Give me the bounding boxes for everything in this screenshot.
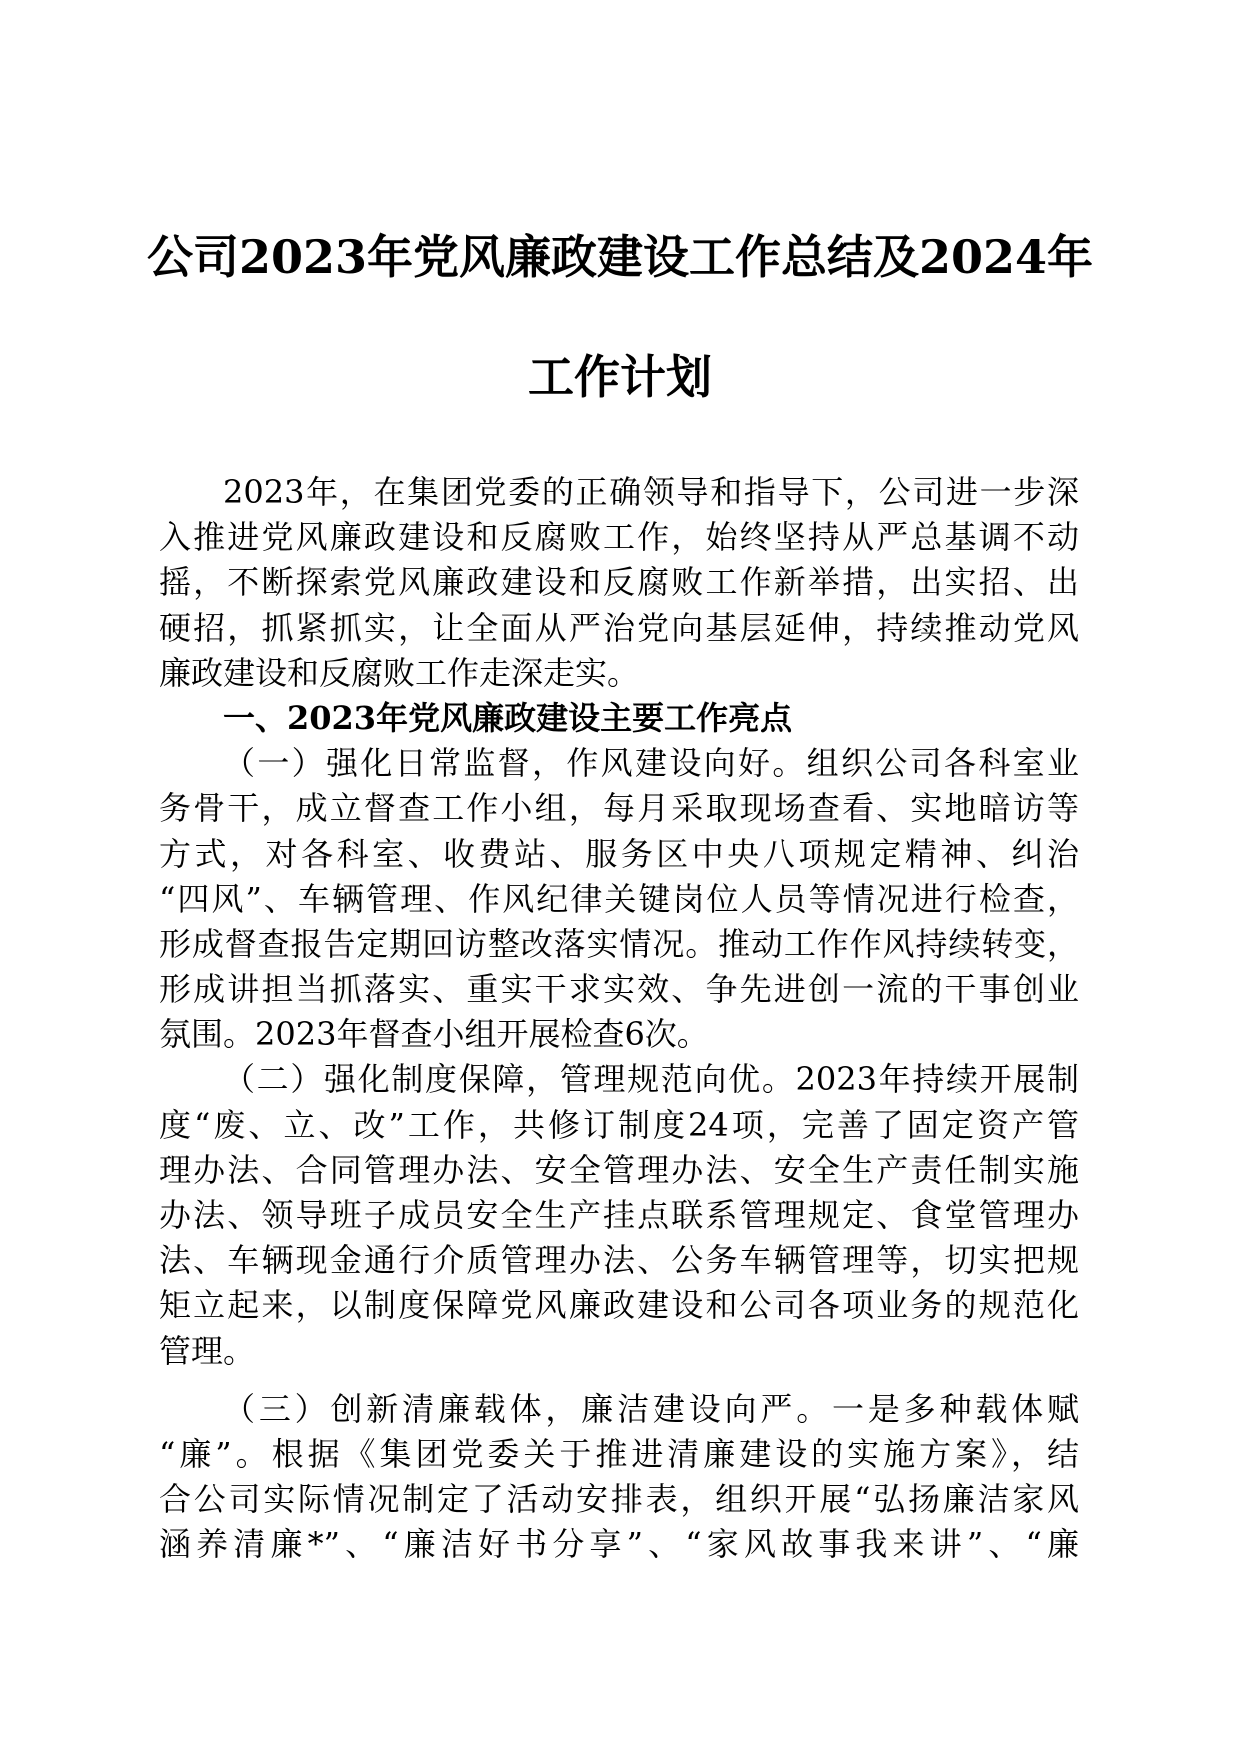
text-line: 管理。 [159, 1331, 256, 1370]
text-line: （三）创新清廉载体，廉洁建设向严。一是多种载体赋 [223, 1389, 1079, 1428]
text-line: 矩立起来，以制度保障党风廉政建设和公司各项业务的规范化 [159, 1286, 1079, 1325]
text-line: 形成督查报告定期回访整改落实情况。推动工作作风持续转变， [159, 924, 1079, 963]
text-line: “廉”。根据《集团党委关于推进清廉建设的实施方案》，结 [159, 1434, 1079, 1473]
text-line: 2023年，在集团党委的正确领导和指导下，公司进一步深 [223, 473, 1079, 511]
text-line: 务骨干，成立督查工作小组，每月采取现场查看、实地暗访等 [159, 789, 1079, 828]
item-3-paragraph [159, 1387, 1079, 1568]
text-line: 廉政建设和反腐败工作走深走实。 [159, 653, 640, 692]
text-line: 合公司实际情况制定了活动安排表，组织开展“弘扬廉洁家风 [159, 1480, 1079, 1519]
text-line: 方式，对各科室、收费站、服务区中央八项规定精神、纠治 [159, 834, 1079, 873]
text-line: 氛围。2023年督查小组开展检查6次。 [159, 1015, 709, 1054]
text-line: （一）强化日常监督，作风建设向好。组织公司各科室业 [223, 744, 1079, 783]
text-line: （二）强化制度保障，管理规范向优。2023年持续开展制 [223, 1060, 1079, 1099]
text-line: 涵养清廉*”、“廉洁好书分享”、“家风故事我来讲”、“廉 [159, 1525, 1079, 1564]
intro-paragraph [159, 470, 1079, 696]
item-2-paragraph [159, 1057, 1079, 1373]
text-line: 理办法、合同管理办法、安全管理办法、安全生产责任制实施 [159, 1150, 1079, 1189]
document-title-line-1: 公司2023年党风廉政建设工作总结及2024年 [146, 230, 1094, 284]
text-line: 硬招，抓紧抓实，让全面从严治党向基层延伸，持续推动党风 [159, 608, 1079, 647]
text-line: 办法、领导班子成员安全生产挂点联系管理规定、食堂管理办 [159, 1196, 1079, 1234]
paragraph-spacer [159, 1374, 1079, 1387]
text-line: 度“废、立、改”工作，共修订制度24项，完善了固定资产管 [159, 1105, 1079, 1144]
text-line: 形成讲担当抓落实、重实干求实效、争先进创一流的干事创业 [159, 970, 1079, 1009]
text-line: 入推进党风廉政建设和反腐败工作，始终坚持从严总基调不动 [159, 518, 1079, 557]
text-line: “四风”、车辆管理、作风纪律关键岗位人员等情况进行检查， [159, 879, 1079, 918]
document-body [159, 470, 1079, 1568]
section-1-heading-paragraph [159, 696, 1079, 741]
document-title-line-2: 工作计划 [528, 350, 712, 404]
section-heading: 一、2023年党风廉政建设主要工作亮点 [223, 698, 793, 737]
text-line: 法、车辆现金通行介质管理办法、公务车辆管理等，切实把规 [159, 1241, 1079, 1280]
text-line: 摇，不断探索党风廉政建设和反腐败工作新举措，出实招、出 [159, 563, 1079, 602]
item-1-paragraph [159, 741, 1079, 1057]
